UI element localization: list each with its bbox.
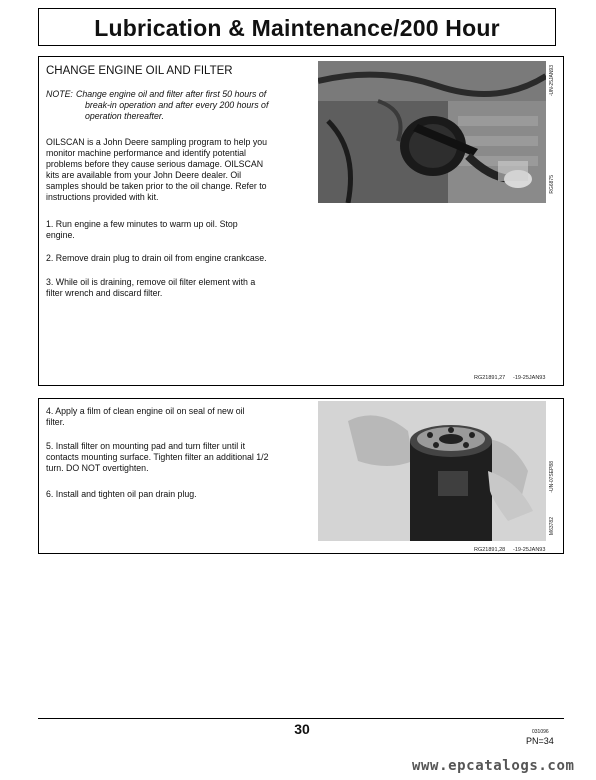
step-2: 2. Remove drain plug to drain oil from engine crankcase. — [46, 253, 267, 263]
step-6: 6. Install and tighten oil pan drain plug. — [46, 489, 197, 499]
section-heading: CHANGE ENGINE OIL AND FILTER — [46, 65, 233, 77]
title-box — [38, 8, 556, 46]
step-5 — [46, 441, 269, 474]
oilscan-line: samples should be taken prior to the oil change. Refer to — [46, 181, 267, 191]
oilscan-line: instructions provided with kit. — [46, 192, 159, 202]
section-1-ref-date: -19-25JAN93 — [513, 375, 546, 381]
step-5-line-2: contacts mounting surface. Tighten filter an additional 1/2 — [46, 452, 269, 462]
footer-code: 031096 — [532, 729, 549, 735]
section-install-filter-panel — [38, 398, 564, 554]
step-1-line-2: engine. — [46, 230, 75, 240]
note-line-3: operation thereafter. — [85, 111, 164, 121]
step-1-line-1: 1. Run engine a few minutes to warm up oil. Stop — [46, 219, 238, 229]
step-3 — [46, 277, 255, 299]
website-watermark[interactable]: www.epcatalogs.com — [412, 758, 575, 774]
oilscan-line: problems before they cause serious damage. OILSCAN — [46, 159, 264, 169]
page-number: 30 — [294, 721, 310, 737]
photo-2-ref-top: -UN-07SEP88 — [549, 461, 555, 493]
section-2-ref-code: RG21891,28 — [474, 547, 506, 553]
oilscan-line: monitor machine performance and identify potential — [46, 148, 246, 158]
page-title: Lubrication & Maintenance/200 Hour — [94, 15, 500, 41]
section-2-ref-date: -19-25JAN93 — [513, 547, 546, 553]
footer-rule — [38, 718, 564, 719]
oilscan-paragraph — [46, 137, 267, 203]
step-5-line-3: turn. DO NOT overtighten. — [46, 463, 149, 473]
step-4-line-1: 4. Apply a film of clean engine oil on seal of new oil — [46, 406, 245, 416]
note-line-1: Change engine oil and filter after first 50 hours of — [76, 89, 267, 99]
pn-label: PN=34 — [526, 736, 554, 746]
engine-photo-illustration — [318, 61, 546, 203]
step-3-line-2: filter wrench and discard filter. — [46, 288, 163, 298]
new-oil-filter-photo — [318, 401, 546, 541]
step-1 — [46, 219, 238, 241]
engine-oil-filter-photo — [318, 61, 546, 203]
note-line-2: break-in operation and after every 200 hours of — [85, 100, 269, 110]
photo-1-ref-top: -UN-25JAN93 — [549, 65, 555, 97]
oilscan-line: OILSCAN is a John Deere sampling program to help you — [46, 137, 268, 147]
oilscan-line: kits are available from your John Deere dealer. Oil — [46, 170, 242, 180]
section-change-oil-panel — [38, 56, 564, 386]
section-1-ref-code: RG21891,27 — [474, 375, 506, 381]
photo-1-ref-bottom: RG6875 — [549, 175, 555, 194]
photo-2-ref-bottom: M63782 — [549, 517, 555, 536]
note-label: NOTE: — [46, 89, 73, 99]
step-5-line-1: 5. Install filter on mounting pad and turn filter until it — [46, 441, 246, 451]
step-4-line-2: filter. — [46, 417, 65, 427]
step-4 — [46, 406, 245, 428]
step-3-line-1: 3. While oil is draining, remove oil filter element with a — [46, 277, 256, 287]
filter-photo-illustration — [318, 401, 546, 541]
